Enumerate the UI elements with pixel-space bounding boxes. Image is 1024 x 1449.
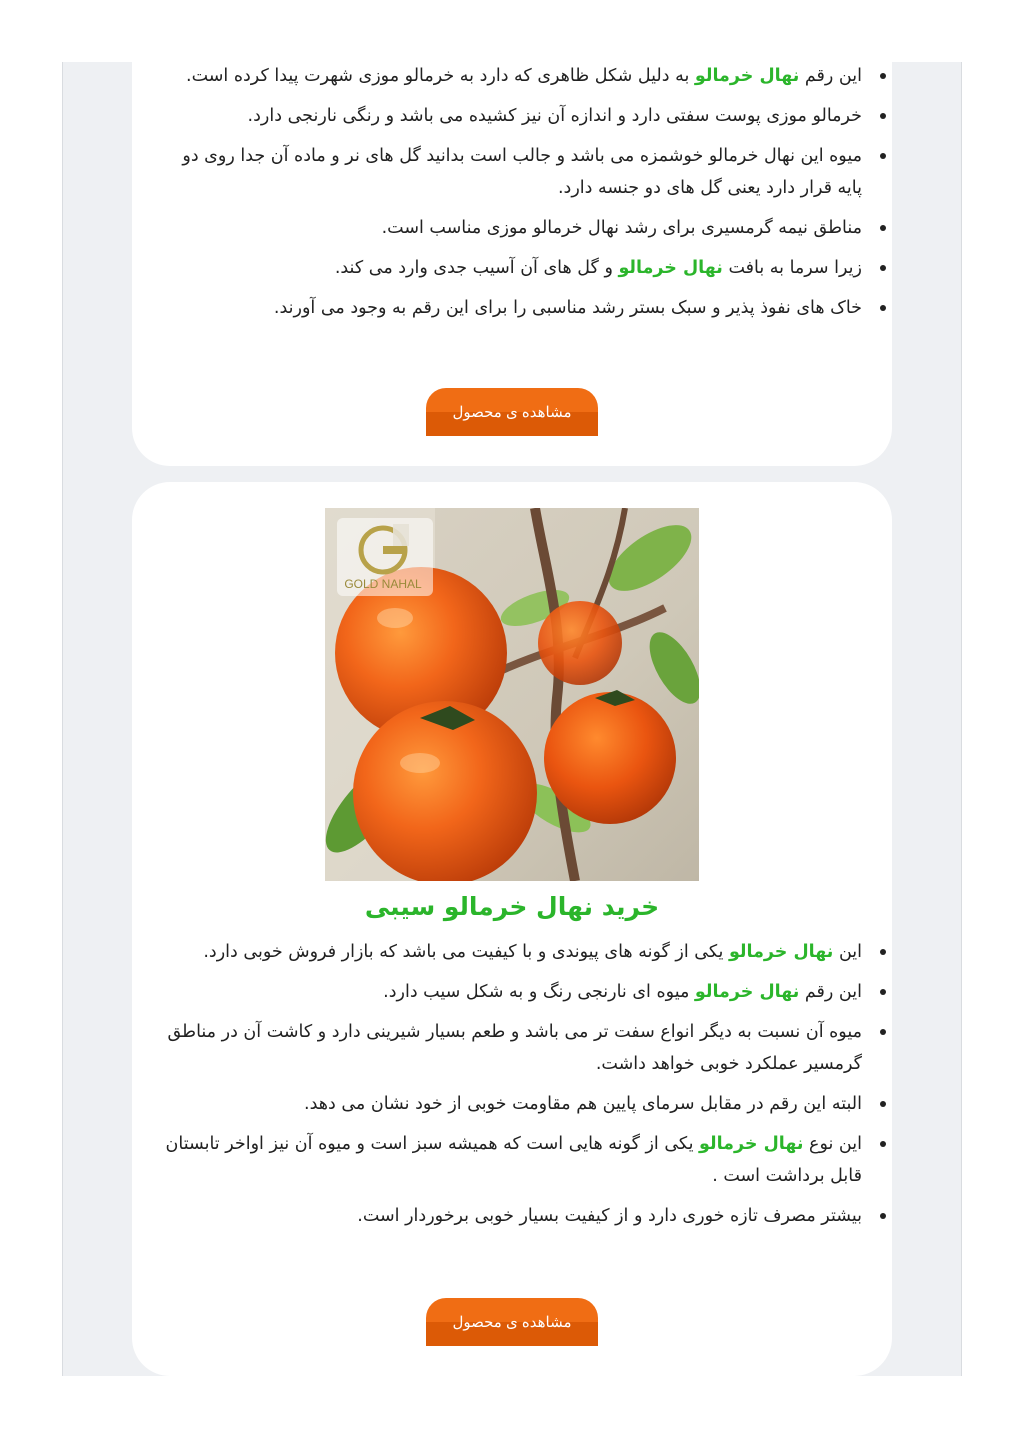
feature-list (154, 60, 872, 332)
list-item: مناطق نیمه گرمسیری برای رشد نهال خرمالو موزی مناسب است. (154, 212, 872, 244)
logo-text: GOLD NAHAL (344, 577, 422, 591)
keyword-highlight: نهال خرمالو (618, 258, 723, 278)
feature-list (154, 936, 872, 1240)
list-item: این نهال خرمالو یکی از گونه های پیوندی و با کیفیت می باشد که بازار فروش خوبی دارد. (154, 936, 872, 968)
list-item: بیشتر مصرف تازه خوری دارد و از کیفیت بسیار خوبی برخوردار است. (154, 1200, 872, 1232)
list-item: این رقم نهال خرمالو به دلیل شکل ظاهری که دارد به خرمالو موزی شهرت پیدا کرده است. (154, 60, 872, 92)
list-item: خرمالو موزی پوست سفتی دارد و اندازه آن نیز کشیده می باشد و رنگی نارنجی دارد. (154, 100, 872, 132)
list-item: البته این رقم در مقابل سرمای پایین هم مقاومت خوبی از خود نشان می دهد. (154, 1088, 872, 1120)
view-product-button[interactable]: مشاهده ی محصول (426, 1298, 598, 1346)
keyword-highlight: نهال خرمالو (694, 982, 800, 1002)
list-item: این نوع نهال خرمالو یکی از گونه هایی است که همیشه سبز است و میوه آن نیز اواخر تابستان قابل برداشت است . (154, 1128, 872, 1192)
keyword-highlight: نهال خرمالو (728, 942, 834, 962)
list-item: خاک های نفوذ پذیر و سبک بستر رشد مناسبی را برای این رقم به وجود می آورند. (154, 292, 872, 324)
list-item: این رقم نهال خرمالو میوه ای نارنجی رنگ و به شکل سیب دارد. (154, 976, 872, 1008)
product-title: خرید نهال خرمالو سیبی (364, 892, 660, 921)
list-item: میوه این نهال خرمالو خوشمزه می باشد و جالب است بدانید گل های نر و ماده آن جدا روی دو پایه قرار دارد یعنی گل های دو جنسه دارد. (154, 140, 872, 204)
product-card-banana-persimmon (132, 30, 892, 466)
list-item: میوه آن نسبت به دیگر انواع سفت تر می باشد و طعم بسیار شیرینی دارد و کاشت آن در مناطق گرمسیر عملکرد خوبی خواهد داشت. (154, 1016, 872, 1080)
persimmon-photo (325, 508, 699, 881)
persimmon-illustration (325, 508, 699, 881)
keyword-highlight: نهال خرمالو (699, 1134, 804, 1154)
list-item: زیرا سرما به بافت نهال خرمالو و گل های آن آسیب جدی وارد می کند. (154, 252, 872, 284)
product-card-apple-persimmon (132, 482, 892, 1376)
keyword-highlight: نهال خرمالو (694, 66, 800, 86)
view-product-button[interactable]: مشاهده ی محصول (426, 388, 598, 436)
